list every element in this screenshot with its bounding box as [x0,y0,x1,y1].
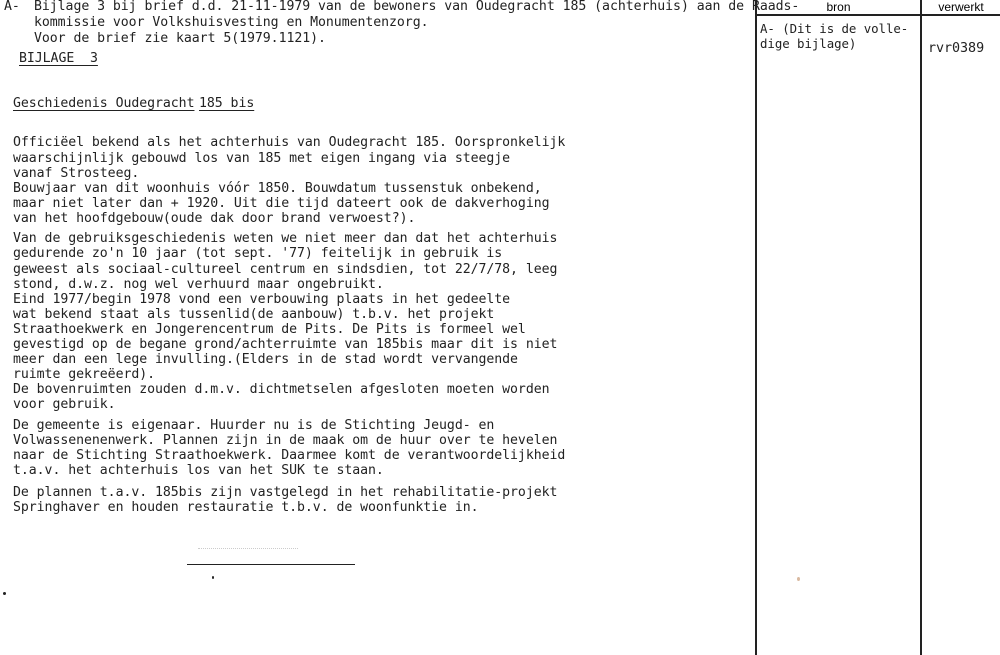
paragraph-line: Van de gebruiksgeschiedenis weten we niet meer dan dat het achterhuis [13,231,558,246]
document-title-suffix: 185 bis [199,96,255,111]
paragraph-line: De bovenruimten zouden d.m.v. dichtmetselen afgesloten moeten worden [13,382,550,397]
paragraph-line: De gemeente is eigenaar. Huurder nu is de Stichting Jeugd- en [13,418,495,433]
ink-speck [212,576,214,579]
faint-signature-trace [198,548,298,549]
paragraph-line: vanaf Strosteeg. [13,166,140,181]
paragraph-line: Springhaver en houden restauratie t.b.v. de woonfunktie in. [13,500,479,515]
bron-column-divider [755,0,757,655]
bijlage-label: BIJLAGE 3 [19,51,98,66]
intro-line-3: Voor de brief zie kaart 5(1979.1121). [34,31,326,46]
paragraph-line: Officiëel bekend als het achterhuis van Oudegracht 185. Oorspronkelijk [13,135,566,150]
paragraph-line: ruimte gekreëerd). [13,367,156,382]
paragraph-line: maar niet later dan + 1920. Uit die tijd dateert ook de dakverhoging [13,196,550,211]
intro-line-1: Bijlage 3 bij brief d.d. 21-11-1979 van de bewoners van Oudegracht 185 (achterhuis) aan de Raads- [34,0,800,14]
paragraph-line: voor gebruik. [13,397,116,412]
verwerkt-column-divider [920,0,922,655]
bron-line-2: dige bijlage) [760,36,857,51]
document-title: Geschiedenis Oudegracht [13,96,195,111]
paragraph-line: gevestigd op de begane grond/achterruimte van 185bis maar dit is niet [13,337,558,352]
paragraph-line: gedurende zo'n 10 jaar (tot sept. '77) feitelijk in gebruik is [13,246,503,261]
bron-line-1: A- (Dit is de volle- [760,21,909,36]
verwerkt-header: verwerkt [938,0,984,14]
paragraph-line: De plannen t.a.v. 185bis zijn vastgelegd in het rehabilitatie-projekt [13,485,558,500]
paragraph-line: Straathoekwerk en Jongerencentrum de Pits. De Pits is formeel wel [13,322,526,337]
paragraph-line: t.a.v. het achterhuis los van het SUK te staan. [13,463,384,478]
paragraph-line: wat bekend staat als tussenlid(de aanbouw) t.b.v. het projekt [13,307,495,322]
paragraph-line: naar de Stichting Straathoekwerk. Daarmee komt de verantwoordelijkheid [13,448,566,463]
paragraph-line: geweest als sociaal-cultureel centrum en sindsdien, tot 22/7/78, leeg [13,262,558,277]
verwerkt-code: rvr0389 [928,41,985,56]
closing-rule [187,564,355,565]
paragraph-line: waarschijnlijk gebouwd los van 185 met eigen ingang via steegje [13,151,511,166]
paragraph-line: van het hoofdgebouw(oude dak door brand verwoest?). [13,211,416,226]
paragraph-line: Bouwjaar van dit woonhuis vóór 1850. Bouwdatum tussenstuk onbekend, [13,181,542,196]
paragraph-line: Eind 1977/begin 1978 vond een verbouwing plaats in het gedeelte [13,292,511,307]
ink-speck [797,577,800,581]
paragraph-line: Volwassenenenwerk. Plannen zijn in de maak om de huur over te hevelen [13,433,558,448]
ink-speck [3,592,6,595]
paragraph-line: meer dan een lege invulling.(Elders in de stad wordt vervangende [13,352,518,367]
intro-marker: A- [4,0,20,14]
intro-line-2: kommissie voor Volkshuisvesting en Monumentenzorg. [34,15,429,30]
paragraph-line: stond, d.w.z. nog wel verhuurd maar ongebruikt. [13,277,384,292]
bron-header: bron [826,0,851,14]
